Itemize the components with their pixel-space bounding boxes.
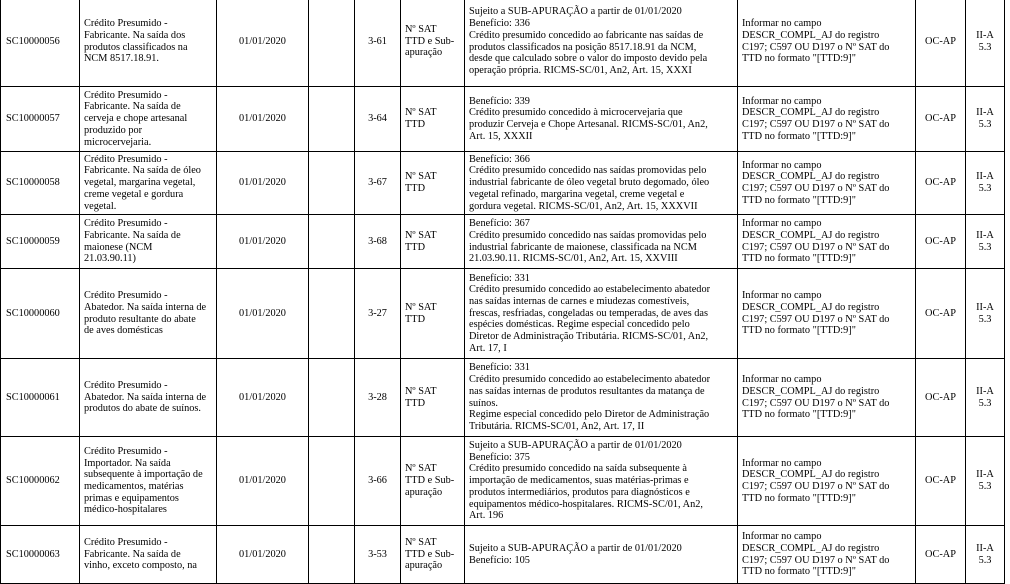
oc-cell: OC-AP bbox=[916, 0, 966, 87]
table-row bbox=[1, 437, 1005, 526]
start-date-cell: 01/01/2020 bbox=[217, 215, 309, 269]
inform-instruction-cell: Informar no campo DESCR_COMPL_AJ do registro C197; C597 OU D197 o Nº SAT do TTD no formato "[TTD:9]" bbox=[738, 215, 916, 269]
description-cell: Crédito Presumido - Fabricante. Na saída de vinho, exceto composto, na bbox=[80, 526, 217, 584]
annex-cell: II-A 5.3 bbox=[966, 215, 1005, 269]
benefit-detail-cell: Sujeito a SUB-APURAÇÃO a partir de 01/01/2020 Benefício: 105 bbox=[465, 526, 738, 584]
reference-cell: 3-68 bbox=[355, 215, 401, 269]
annex-cell: II-A 5.3 bbox=[966, 87, 1005, 152]
inform-instruction-cell: Informar no campo DESCR_COMPL_AJ do registro C197; C597 OU D197 o Nº SAT do TTD no formato "[TTD:9]" bbox=[738, 269, 916, 359]
oc-cell: OC-AP bbox=[916, 359, 966, 437]
sat-cell: Nº SAT TTD bbox=[401, 359, 465, 437]
inform-instruction-cell: Informar no campo DESCR_COMPL_AJ do registro C197; C597 OU D197 o Nº SAT do TTD no formato "[TTD:9]" bbox=[738, 87, 916, 152]
benefit-detail-cell: Benefício: 331 Crédito presumido concedido ao estabelecimento abatedor nas saídas internas de produtos resultantes da matança de suínos. Regime especial concedido pelo Diretor de Administração Tributária. RICMS-SC/01, An2, Art. 17, II bbox=[465, 359, 738, 437]
oc-cell: OC-AP bbox=[916, 87, 966, 152]
benefit-detail-cell: Sujeito a SUB-APURAÇÃO a partir de 01/01/2020 Benefício: 375 Crédito presumido concedido na saída subsequente à importação de medicamentos, suas matérias-primas e produtos intermediários, produtos para diagnósticos e equipamentos médico-hospitalares. RICMS-SC/01, An2, Art. 196 bbox=[465, 437, 738, 526]
table-row bbox=[1, 215, 1005, 269]
table-row bbox=[1, 526, 1005, 584]
inform-instruction-cell: Informar no campo DESCR_COMPL_AJ do registro C197; C597 OU D197 o Nº SAT do TTD no formato "[TTD:9]" bbox=[738, 437, 916, 526]
empty-cell bbox=[309, 0, 355, 87]
reference-cell: 3-27 bbox=[355, 269, 401, 359]
table-row bbox=[1, 152, 1005, 215]
code-cell: SC10000059 bbox=[1, 215, 80, 269]
code-cell: SC10000056 bbox=[1, 0, 80, 87]
sat-cell: Nº SAT TTD bbox=[401, 269, 465, 359]
start-date-cell: 01/01/2020 bbox=[217, 87, 309, 152]
code-cell: SC10000063 bbox=[1, 526, 80, 584]
benefit-detail-cell: Benefício: 339 Crédito presumido concedido à microcervejaria que produzir Cerveja e Chope Artesanal. RICMS-SC/01, An2, Art. 15, XXXII bbox=[465, 87, 738, 152]
description-cell: Crédito Presumido - Fabricante. Na saída de óleo vegetal, margarina vegetal, creme vegetal e gordura vegetal. bbox=[80, 152, 217, 215]
benefit-detail-cell: Benefício: 366 Crédito presumido concedido nas saídas promovidas pelo industrial fabricante de óleo vegetal bruto degomado, óleo vegetal refinado, margarina vegetal, creme vegetal e gordura vegetal. RICMS-SC/01, An2, Art. 15, XXXVII bbox=[465, 152, 738, 215]
reference-cell: 3-64 bbox=[355, 87, 401, 152]
empty-cell bbox=[309, 526, 355, 584]
table-row bbox=[1, 269, 1005, 359]
oc-cell: OC-AP bbox=[916, 437, 966, 526]
start-date-cell: 01/01/2020 bbox=[217, 437, 309, 526]
inform-instruction-cell: Informar no campo DESCR_COMPL_AJ do registro C197; C597 OU D197 o Nº SAT do TTD no formato "[TTD:9]" bbox=[738, 359, 916, 437]
description-cell: Crédito Presumido - Fabricante. Na saída de maionese (NCM 21.03.90.11) bbox=[80, 215, 217, 269]
table-body bbox=[1, 0, 1005, 584]
start-date-cell: 01/01/2020 bbox=[217, 359, 309, 437]
empty-cell bbox=[309, 437, 355, 526]
code-cell: SC10000061 bbox=[1, 359, 80, 437]
sat-cell: Nº SAT TTD bbox=[401, 87, 465, 152]
empty-cell bbox=[309, 215, 355, 269]
inform-instruction-cell: Informar no campo DESCR_COMPL_AJ do registro C197; C597 OU D197 o Nº SAT do TTD no formato "[TTD:9]" bbox=[738, 526, 916, 584]
sat-cell: Nº SAT TTD e Sub- apuração bbox=[401, 526, 465, 584]
benefit-detail-cell: Benefício: 331 Crédito presumido concedido ao estabelecimento abatedor nas saídas internas de carnes e miudezas comestíveis, frescas, resfriadas, congeladas ou temperadas, de aves das espécies domésticas. Regime especial concedido pelo Diretor de Administração Tributária. RICMS-SC/01, An2, Art. 17, I bbox=[465, 269, 738, 359]
start-date-cell: 01/01/2020 bbox=[217, 152, 309, 215]
empty-cell bbox=[309, 87, 355, 152]
sat-cell: Nº SAT TTD bbox=[401, 215, 465, 269]
table-row bbox=[1, 0, 1005, 87]
reference-cell: 3-61 bbox=[355, 0, 401, 87]
oc-cell: OC-AP bbox=[916, 152, 966, 215]
reference-cell: 3-66 bbox=[355, 437, 401, 526]
annex-cell: II-A 5.3 bbox=[966, 152, 1005, 215]
table-row bbox=[1, 87, 1005, 152]
start-date-cell: 01/01/2020 bbox=[217, 0, 309, 87]
sat-cell: Nº SAT TTD e Sub- apuração bbox=[401, 437, 465, 526]
description-cell: Crédito Presumido - Abatedor. Na saída interna de produtos do abate de suínos. bbox=[80, 359, 217, 437]
annex-cell: II-A 5.3 bbox=[966, 359, 1005, 437]
oc-cell: OC-AP bbox=[916, 269, 966, 359]
annex-cell: II-A 5.3 bbox=[966, 437, 1005, 526]
oc-cell: OC-AP bbox=[916, 215, 966, 269]
reference-cell: 3-67 bbox=[355, 152, 401, 215]
table-row bbox=[1, 359, 1005, 437]
annex-cell: II-A 5.3 bbox=[966, 0, 1005, 87]
reference-cell: 3-53 bbox=[355, 526, 401, 584]
sat-cell: Nº SAT TTD e Sub- apuração bbox=[401, 0, 465, 87]
code-cell: SC10000058 bbox=[1, 152, 80, 215]
empty-cell bbox=[309, 269, 355, 359]
sat-cell: Nº SAT TTD bbox=[401, 152, 465, 215]
reference-cell: 3-28 bbox=[355, 359, 401, 437]
code-cell: SC10000057 bbox=[1, 87, 80, 152]
description-cell: Crédito Presumido - Abatedor. Na saída interna de produto resultante do abate de aves domésticas bbox=[80, 269, 217, 359]
start-date-cell: 01/01/2020 bbox=[217, 269, 309, 359]
code-cell: SC10000060 bbox=[1, 269, 80, 359]
description-cell: Crédito Presumido - Importador. Na saída subsequente à importação de medicamentos, matérias primas e equipamentos médico-hospitalares bbox=[80, 437, 217, 526]
benefit-detail-cell: Benefício: 367 Crédito presumido concedido nas saídas promovidas pelo industrial fabricante de maionese, classificada na NCM 21.03.90.11. RICMS-SC/01, An2, Art. 15, XXVIII bbox=[465, 215, 738, 269]
description-cell: Crédito Presumido - Fabricante. Na saída de cerveja e chope artesanal produzido por microcervejaria. bbox=[80, 87, 217, 152]
annex-cell: II-A 5.3 bbox=[966, 526, 1005, 584]
empty-cell bbox=[309, 359, 355, 437]
empty-cell bbox=[309, 152, 355, 215]
benefit-detail-cell: Sujeito a SUB-APURAÇÃO a partir de 01/01/2020 Benefício: 336 Crédito presumido concedido ao fabricante nas saídas de produtos classificados na posição 8517.18.91 da NCM, desde que calculado sobre o valor do imposto devido pela operação própria. RICMS-SC/01, An2, Art. 15, XXXI bbox=[465, 0, 738, 87]
code-cell: SC10000062 bbox=[1, 437, 80, 526]
annex-cell: II-A 5.3 bbox=[966, 269, 1005, 359]
inform-instruction-cell: Informar no campo DESCR_COMPL_AJ do registro C197; C597 OU D197 o Nº SAT do TTD no formato "[TTD:9]" bbox=[738, 152, 916, 215]
inform-instruction-cell: Informar no campo DESCR_COMPL_AJ do registro C197; C597 OU D197 o Nº SAT do TTD no formato "[TTD:9]" bbox=[738, 0, 916, 87]
description-cell: Crédito Presumido - Fabricante. Na saída dos produtos classificados na NCM 8517.18.91. bbox=[80, 0, 217, 87]
oc-cell: OC-AP bbox=[916, 526, 966, 584]
start-date-cell: 01/01/2020 bbox=[217, 526, 309, 584]
